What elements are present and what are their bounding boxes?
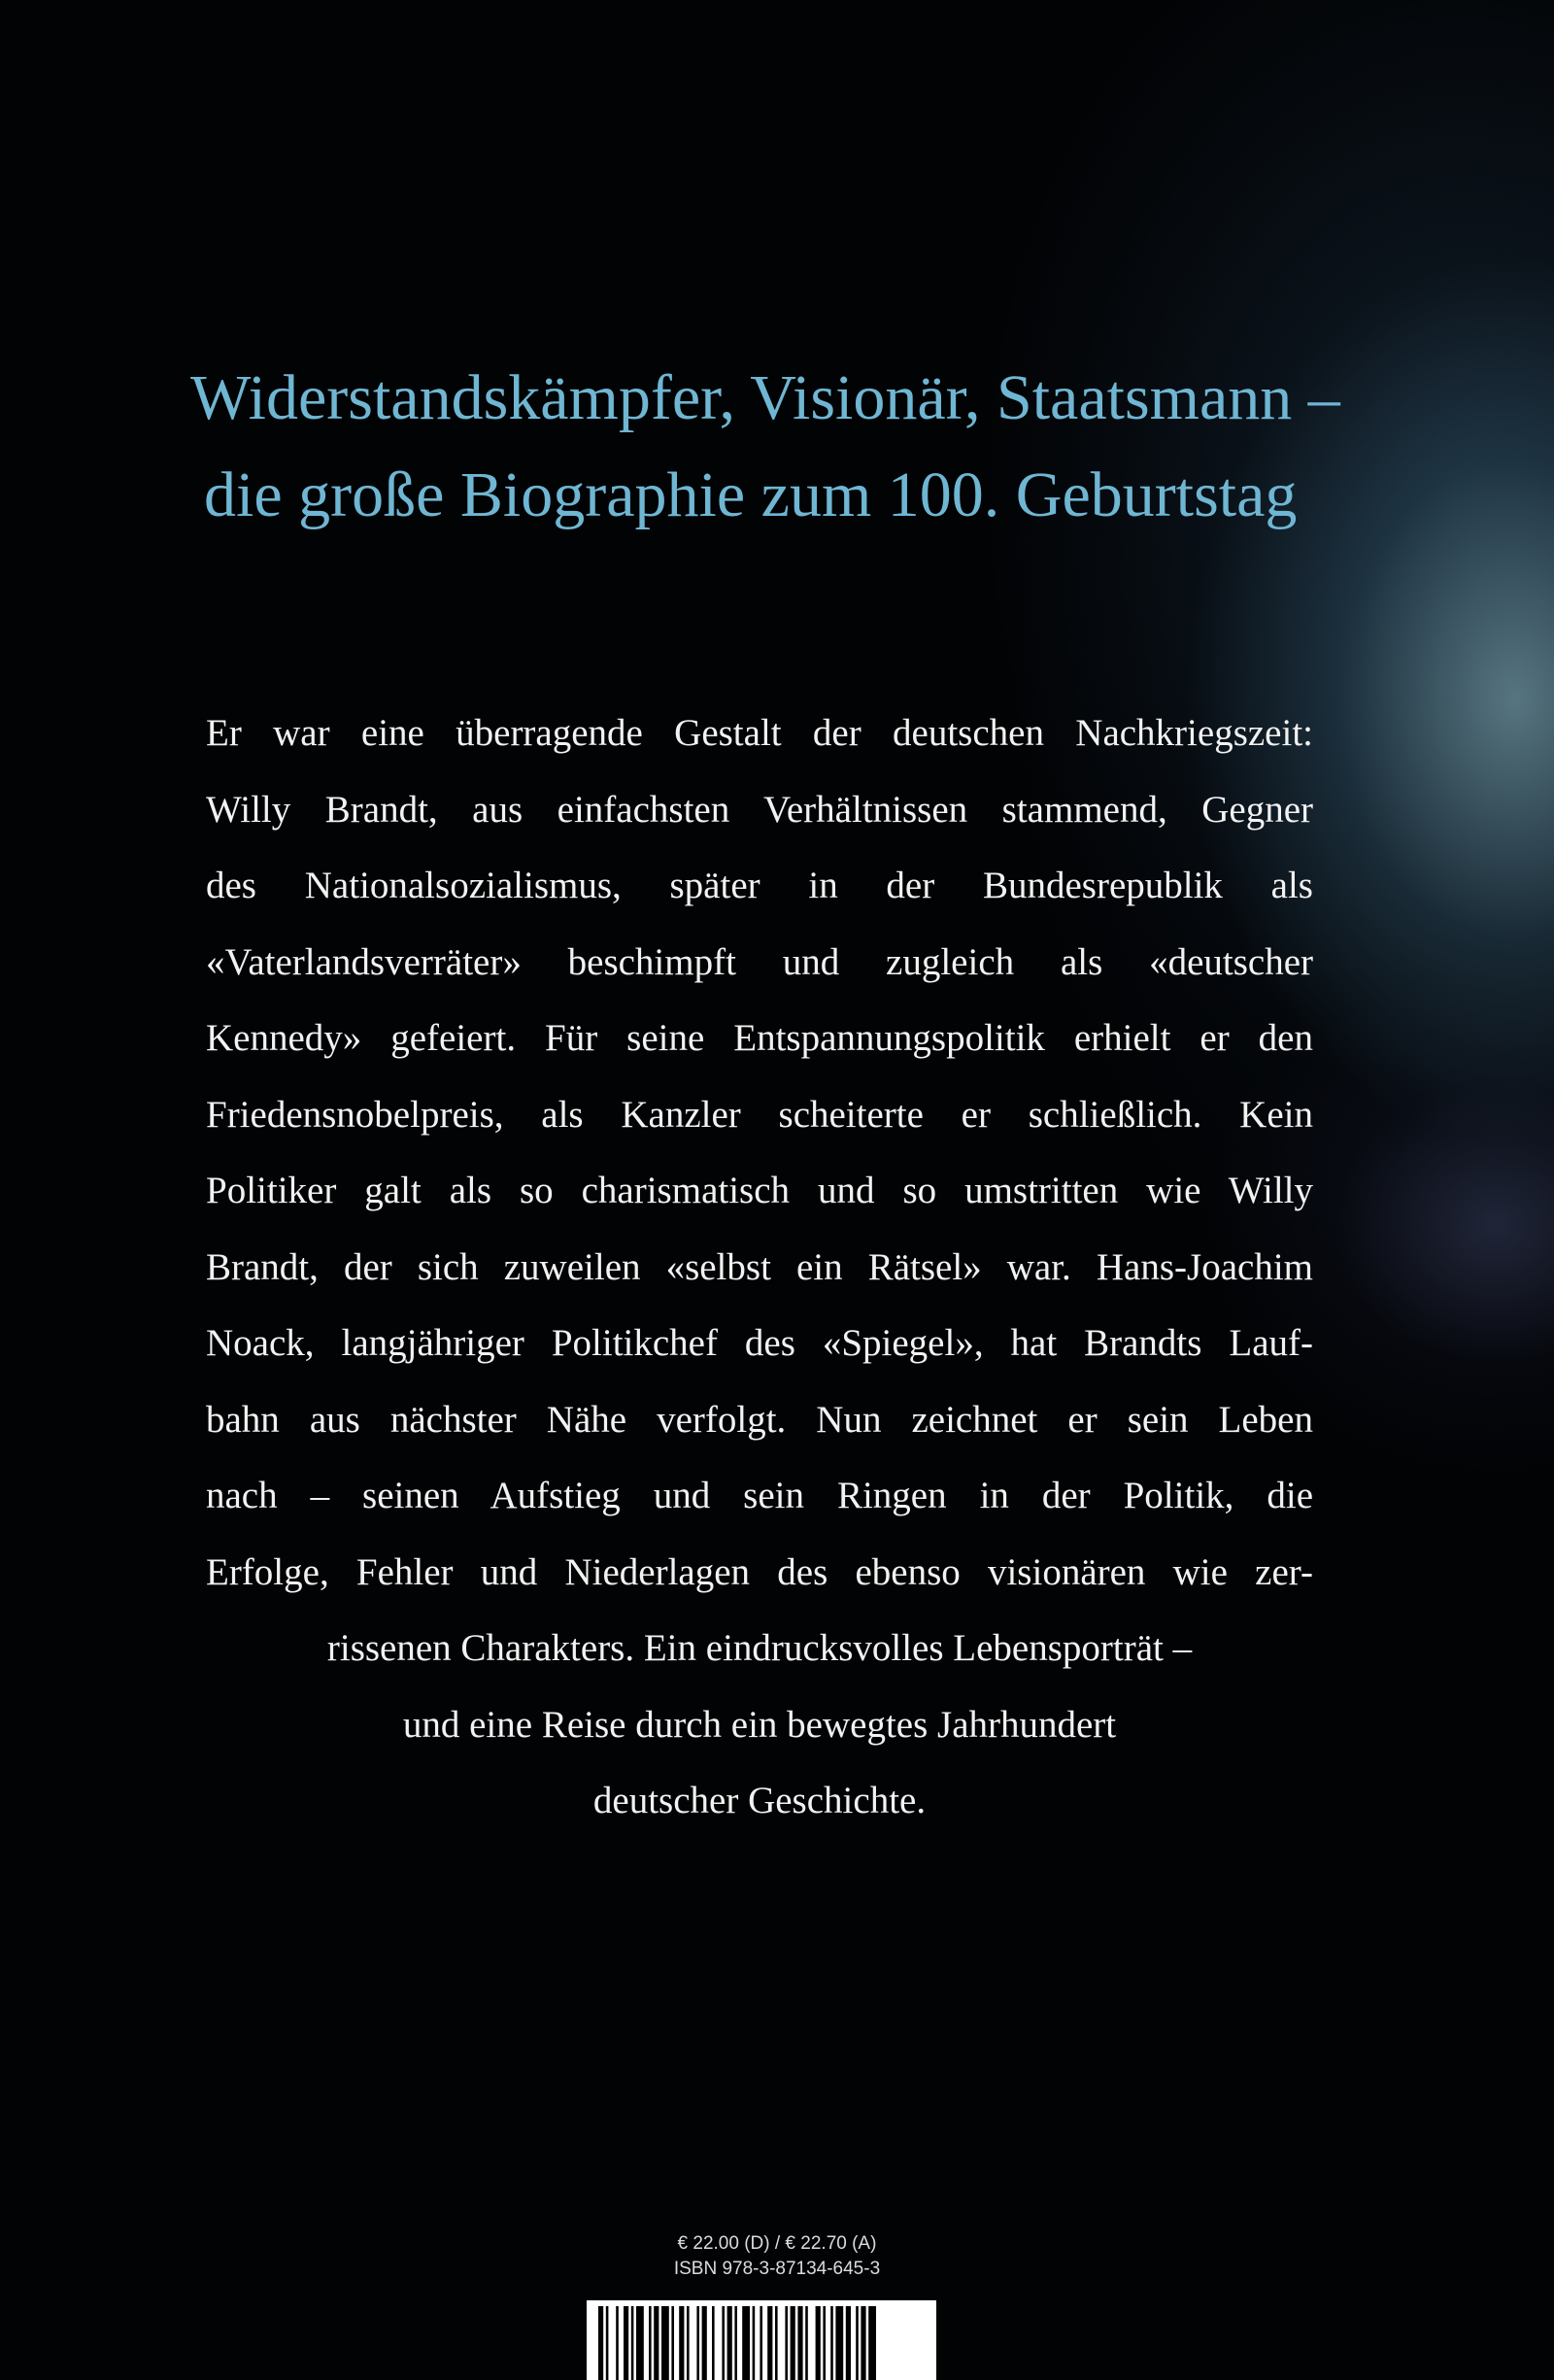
- barcode-bar: [702, 2306, 707, 2380]
- barcode-bar: [856, 2306, 859, 2380]
- barcode-bar: [636, 2306, 644, 2380]
- barcode-bar: [861, 2306, 865, 2380]
- barcode-bar: [823, 2306, 826, 2380]
- barcode-bar: [742, 2306, 750, 2380]
- barcode-bar: [830, 2306, 833, 2380]
- barcode-bar: [661, 2306, 669, 2380]
- blurb-line: bahn aus nächster Nähe verfolgt. Nun zeichnet er sein Leben: [206, 1398, 1313, 1441]
- barcode-bar: [753, 2306, 756, 2380]
- barcode-bar: [785, 2306, 788, 2380]
- blurb-line: Politiker galt als so charismatisch und so umstritten wie Willy: [206, 1170, 1313, 1211]
- barcode-bar: [805, 2306, 808, 2380]
- blurb-line: Er war eine überragende Gestalt der deutschen Nachkriegszeit:: [206, 712, 1313, 754]
- price-isbn-block: [600, 2231, 954, 2282]
- barcode-bar: [846, 2306, 851, 2380]
- blurb-line: nach – seinen Aufstieg und sein Ringen in der Politik, die: [206, 1475, 1313, 1516]
- barcode-bar: [775, 2306, 778, 2380]
- barcode-bar: [687, 2306, 690, 2380]
- barcode-graphic: [587, 2300, 936, 2380]
- barcode-bar: [835, 2306, 843, 2380]
- blurb-line: deutscher Geschichte.: [592, 1780, 927, 1821]
- barcode-bar: [868, 2306, 876, 2380]
- barcode-bar: [654, 2306, 659, 2380]
- isbn-label: ISBN 978-3-87134-645-3: [673, 2259, 881, 2279]
- blurb-line: Noack, langjähriger Politikchef des «Spiegel», hat Brandts Lauf-: [206, 1322, 1313, 1364]
- barcode-bar: [767, 2306, 772, 2380]
- blurb-line: und eine Reise durch ein bewegtes Jahrhundert: [402, 1703, 1117, 1746]
- blurb-line: Kennedy» gefeiert. Für seine Entspannungspolitik erhielt er den: [206, 1017, 1313, 1059]
- barcode-bar: [671, 2306, 674, 2380]
- blurb-line: «Vaterlandsverräter» beschimpft und zugleich als «deutscher: [206, 940, 1313, 983]
- blurb-line: des Nationalsozialismus, später in der Bundesrepublik als: [206, 865, 1313, 906]
- barcode-bar: [624, 2306, 628, 2380]
- barcode-bar: [791, 2306, 795, 2380]
- blurb-line: rissenen Charakters. Ein eindrucksvolles Lebensporträt –: [326, 1627, 1193, 1669]
- blurb-line: Willy Brandt, aus einfachsten Verhältnissen stammend, Gegner: [206, 788, 1313, 831]
- barcode-bar: [679, 2306, 684, 2380]
- barcode-bar: [696, 2306, 699, 2380]
- barcode-bar: [727, 2306, 732, 2380]
- barcode: [587, 2300, 936, 2380]
- blurb-line: Friedensnobelpreis, als Kanzler scheiterte er schließlich. Kein: [206, 1093, 1313, 1136]
- barcode-bar: [631, 2306, 634, 2380]
- barcode-bar: [649, 2306, 652, 2380]
- barcode-bar: [722, 2306, 725, 2380]
- barcode-bar: [760, 2306, 762, 2380]
- blurb-text: [206, 696, 1313, 1840]
- barcode-bar: [606, 2306, 609, 2380]
- blurb-line: Brandt, der sich zuweilen «selbst ein Rätsel» war. Hans-Joachim: [206, 1245, 1313, 1288]
- blurb-line: Erfolge, Fehler und Niederlagen des ebenso visionären wie zer-: [206, 1550, 1313, 1593]
- price-label: € 22.00 (D) / € 22.70 (A): [677, 2233, 877, 2254]
- barcode-bar: [616, 2306, 619, 2380]
- barcode-bar: [712, 2306, 715, 2380]
- barcode-bar: [816, 2306, 821, 2380]
- barcode-bar: [598, 2306, 603, 2380]
- barcode-bar: [734, 2306, 737, 2380]
- tagline-line-1: Widerstandskämpfer, Visionär, Staatsmann –: [190, 362, 1340, 433]
- tagline-line-2: die große Biographie zum 100. Geburtstag: [204, 459, 1298, 530]
- barcode-bar: [797, 2306, 802, 2380]
